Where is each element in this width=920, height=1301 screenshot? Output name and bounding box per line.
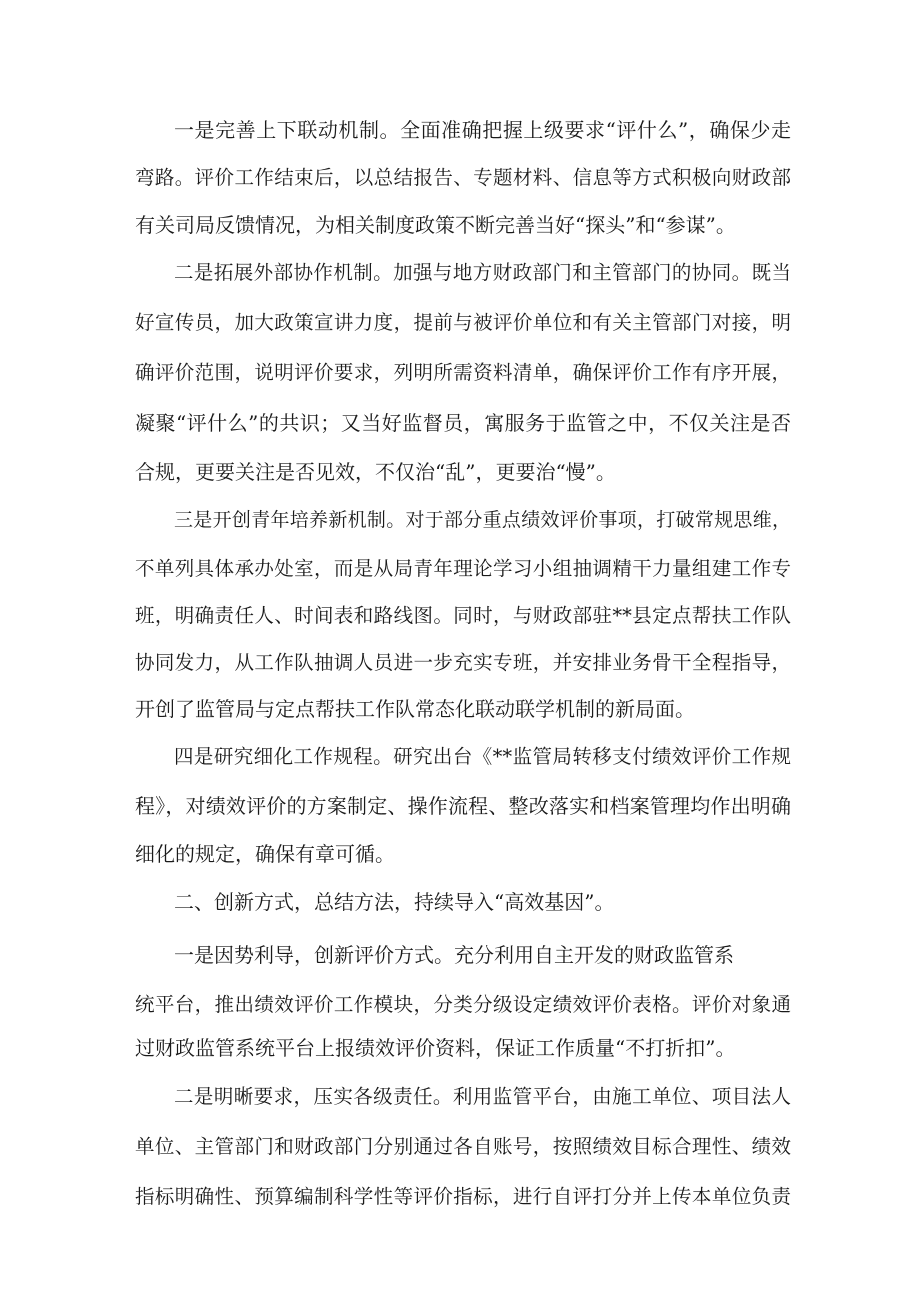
- paragraph-line: 二是拓展外部协作机制。加强与地方财政部门和主管部门的协同。既当: [174, 261, 791, 284]
- paragraph-line: 确评价范围，说明评价要求，列明所需资料清单，确保评价工作有序开展，: [135, 361, 791, 384]
- paragraph-line: 班，明确责任人、时间表和路线图。同时，与财政部驻**县定点帮扶工作队: [135, 604, 791, 627]
- paragraph-line: 四是研究细化工作规程。研究出台《**监管局转移支付绩效评价工作规: [174, 745, 791, 768]
- paragraph-line: 弯路。评价工作结束后，以总结报告、专题材料、信息等方式积极向财政部: [135, 166, 791, 189]
- paragraph-line: 合规，更要关注是否见效，不仅治“乱”，更要治“慢”。: [135, 460, 616, 484]
- paragraph-line: 开创了监管局与定点帮扶工作队常态化联动联学机制的新局面。: [135, 697, 695, 721]
- paragraph-line: 过财政监管系统平台上报绩效评价资料，保证工作质量“不打折扣”。: [135, 1036, 736, 1060]
- paragraph-line: 指标明确性、预算编制科学性等评价指标，进行自评打分并上传本单位负责: [135, 1185, 791, 1208]
- paragraph-line: 统平台，推出绩效评价工作模块，分类分级设定绩效评价表格。评价对象通: [135, 993, 791, 1016]
- paragraph-line: 凝聚“评什么”的共识；又当好监督员，寓服务于监管之中，不仅关注是否: [135, 411, 791, 435]
- paragraph-line: 不单列具体承办处室，而是从局青年理论学习小组抽调精干力量组建工作专: [135, 557, 791, 580]
- paragraph-line: 有关司局反馈情况，为相关制度政策不断完善当好“探头”和“参谋”。: [135, 213, 736, 237]
- paragraph-line: 一是因势利导，创新评价方式。充分利用自主开发的财政监管系: [174, 943, 734, 967]
- paragraph-line: 一是完善上下联动机制。全面准确把握上级要求“评什么”，确保少走: [174, 118, 791, 142]
- paragraph-line: 协同发力，从工作队抽调人员进一步充实专班，并安排业务骨干全程指导，: [135, 651, 791, 674]
- section-heading: 二、创新方式，总结方法，持续导入“高效基因”。: [174, 890, 615, 914]
- paragraph-line: 好宣传员，加大政策宣讲力度，提前与被评价单位和有关主管部门对接，明: [135, 311, 791, 334]
- paragraph-line: 细化的规定，确保有章可循。: [135, 842, 395, 866]
- paragraph-line: 单位、主管部门和财政部门分别通过各自账号，按照绩效目标合理性、绩效: [135, 1135, 791, 1158]
- paragraph-line: 二是明晰要求，压实各级责任。利用监管平台，由施工单位、项目法人: [174, 1085, 791, 1108]
- paragraph-line: 三是开创青年培养新机制。对于部分重点绩效评价事项，打破常规思维，: [174, 509, 791, 531]
- paragraph-line: 程》，对绩效评价的方案制定、操作流程、整改落实和档案管理均作出明确: [135, 794, 791, 818]
